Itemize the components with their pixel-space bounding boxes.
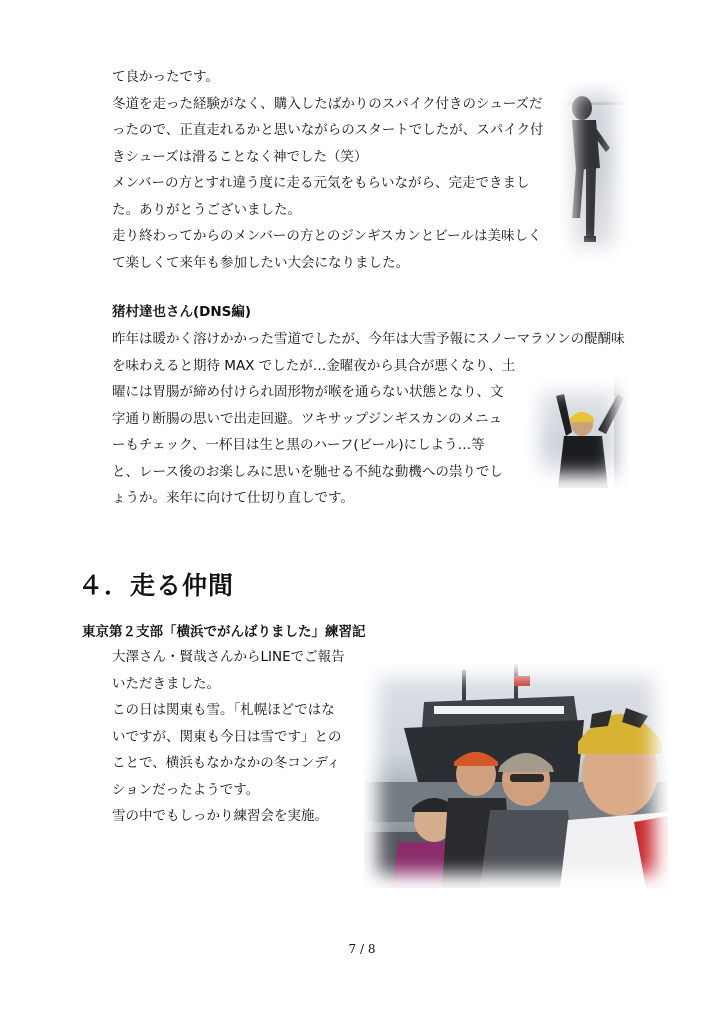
text-line: 冬道を走った経験がなく、購入したばかりのスパイク付きのシューズだ — [112, 95, 543, 112]
runner-name-heading: 猪村達也さん(DNS編) — [112, 304, 252, 320]
text-line: ょうか。来年に向けて仕切り直しです。 — [112, 490, 354, 506]
ship-and-people-icon — [364, 662, 668, 888]
text-line: ションだったようです。 — [112, 781, 260, 798]
text-line: 曜には胃腸が締め付けられ固形物が喉を通らない状態となり、文 — [112, 384, 504, 400]
text-line: いただきました。 — [112, 675, 220, 692]
group-selfie-photo — [364, 662, 668, 888]
section-title: ４．走る仲間 — [78, 571, 235, 600]
text-line: た。ありがとうございました。 — [112, 201, 301, 218]
text-line: ーもチェック、一杯目は生と黒のハーフ(ビール)にしよう…等 — [112, 437, 485, 453]
text-line: 字通り断腸の思いで出走回避。ツキサップジンギスカンのメニュ — [112, 410, 503, 427]
report-text-1 — [112, 64, 543, 276]
runner-snow-photo — [560, 78, 628, 262]
text-line: この日は関東も雪。「札幌ほどではな — [112, 702, 335, 718]
text-line: いですが、関東も今日は雪です」との — [112, 728, 342, 745]
text-line: を味わえると期待 MAX でしたが…金曜夜から具合が悪くなり、土 — [112, 357, 516, 374]
report-text-3 — [112, 644, 345, 830]
text-line: ったので、正直走れるかと思いながらのスタートでしたが、スパイク付 — [112, 122, 544, 138]
text-line: 雪の中でもしっかり練習会を実施。 — [112, 808, 328, 824]
text-line: メンバーの方とすれ違う度に走る元気をもらいながら、完走できまし — [112, 175, 530, 191]
text-line: きシューズは滑ることなく神でした（笑） — [112, 148, 368, 165]
text-line: ことで、横浜もなかなかの冬コンディ — [112, 755, 341, 771]
man-raising-arms-photo — [526, 376, 628, 488]
text-line: て楽しくて来年も参加したい大会になりました。 — [112, 254, 409, 271]
runner-figure-icon — [560, 78, 628, 262]
text-line: 昨年は暖かく溶けかかった雪道でしたが、今年は大雪予報にスノーマラソンの醍醐味 — [112, 331, 625, 347]
text-line: て良かったです。 — [112, 69, 219, 85]
section-subheading: 東京第２支部「横浜でがんばりました」練習記 — [82, 624, 366, 640]
text-line: 走り終わってからのメンバーの方とのジンギスカンとビールは美味しく — [112, 228, 542, 244]
text-line: 大澤さん・賢哉さんからLINEでご報告 — [112, 649, 345, 665]
page-number: 7 / 8 — [348, 942, 376, 956]
text-line: と、レース後のお楽しみに思いを馳せる不純な動機への祟りでし — [112, 463, 503, 480]
person-figure-icon — [526, 376, 628, 488]
